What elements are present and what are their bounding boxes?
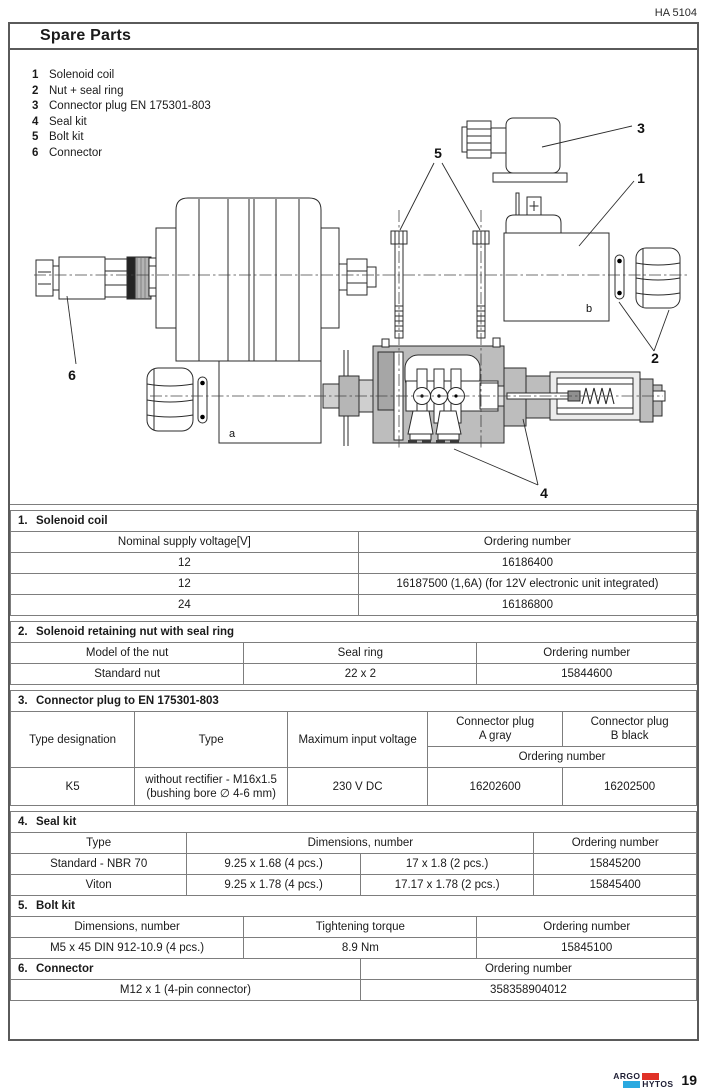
cell: 16186800 [358, 595, 696, 616]
legend-label: Connector [49, 146, 103, 159]
bolt-drawing [391, 231, 489, 338]
solenoid-body-drawing [149, 198, 376, 361]
cell: 15845200 [534, 854, 697, 875]
section-label-a: a [229, 428, 236, 440]
page-footer [613, 1072, 697, 1088]
table-connector-plug [10, 690, 697, 806]
table-row [11, 622, 697, 643]
legend-number: 5 [32, 131, 39, 143]
callout-2: 2 [651, 350, 659, 366]
legend-label: Solenoid coil [49, 69, 115, 81]
table-row [11, 917, 697, 938]
header-cell: Connector plug B black [563, 712, 697, 747]
header-cell: Dimensions, number [11, 917, 244, 938]
cell: 15845400 [534, 875, 697, 896]
legend-number: 3 [32, 100, 39, 112]
table-row [11, 574, 697, 595]
section-title: 1. Solenoid coil [11, 511, 697, 532]
legend-item [32, 68, 211, 84]
table-bolt-kit [10, 895, 697, 959]
cell: 230 V DC [288, 768, 428, 806]
page-frame [8, 22, 699, 1041]
cell: 16187500 (1,6A) (for 12V electronic unit integrated) [358, 574, 696, 595]
header-cell: Dimensions, number [187, 833, 534, 854]
cell: 16186400 [358, 553, 696, 574]
cell: 9.25 x 1.68 (4 pcs.) [187, 854, 361, 875]
logo-argo-text: ARGO [613, 1071, 641, 1081]
parts-legend [32, 68, 211, 161]
page-title: Spare Parts [10, 24, 697, 50]
legend-number: 4 [32, 115, 39, 128]
cell: Viton [11, 875, 187, 896]
legend-item [32, 130, 211, 146]
legend-number: 1 [32, 69, 39, 81]
header-cell: Seal ring [244, 643, 477, 664]
legend-item [32, 115, 211, 131]
header-cell: Ordering number [358, 532, 696, 553]
table-row [11, 875, 697, 896]
header-cell: Model of the nut [11, 643, 244, 664]
header-cell: Nominal supply voltage[V] [11, 532, 359, 553]
cell: without rectifier - M16x1.5 (bushing bore ∅ 4-6 mm) [135, 768, 288, 806]
cell: K5 [11, 768, 135, 806]
section-title: 2. Solenoid retaining nut with seal ring [11, 622, 697, 643]
table-row [11, 532, 697, 553]
header-cell: Ordering number [360, 959, 696, 980]
connector-plug-drawing [462, 118, 567, 182]
section-label-b: b [586, 303, 593, 315]
cell: 17 x 1.8 (2 pcs.) [360, 854, 534, 875]
section-title: 4. Seal kit [11, 812, 697, 833]
legend-number: 6 [32, 146, 39, 159]
header-cell: Maximum input voltage [288, 712, 428, 768]
table-row [11, 938, 697, 959]
argo-hytos-logo [613, 1072, 673, 1088]
header-cell: Type designation [11, 712, 135, 768]
table-retaining-nut [10, 621, 697, 685]
cartridge-drawing [504, 368, 665, 426]
callout-1: 1 [637, 170, 645, 186]
cell: 358358904012 [360, 980, 696, 1001]
header-cell: Ordering number [428, 747, 697, 768]
document-code: HA 5104 [654, 7, 697, 19]
header-cell: Type [135, 712, 288, 768]
cell: 8.9 Nm [244, 938, 477, 959]
section-title: 6. Connector [11, 959, 361, 980]
section-title: 3. Connector plug to EN 175301-803 [11, 691, 697, 712]
table-seal-kit [10, 811, 697, 896]
legend-label: Bolt kit [49, 131, 84, 143]
table-row [11, 643, 697, 664]
callout-3: 3 [637, 120, 645, 136]
cell: 12 [11, 574, 359, 595]
valve-block-drawing [323, 338, 507, 446]
table-row [11, 896, 697, 917]
table-row [11, 712, 697, 747]
table-solenoid-coil [10, 510, 697, 616]
table-row [11, 854, 697, 875]
cell: 16202600 [428, 768, 563, 806]
callout-4: 4 [540, 485, 548, 501]
page-number: 19 [681, 1072, 697, 1088]
figure-region [10, 50, 697, 505]
legend-label: Nut + seal ring [49, 84, 124, 97]
cell: 15845100 [477, 938, 697, 959]
cell: M12 x 1 (4-pin connector) [11, 980, 361, 1001]
callout-5: 5 [434, 145, 442, 161]
cell: 9.25 x 1.78 (4 pcs.) [187, 875, 361, 896]
table-connector [10, 958, 697, 1001]
table-row [11, 959, 697, 980]
logo-cyan-block-icon [623, 1081, 640, 1088]
seal-ring-nut-drawing [615, 248, 680, 308]
cell: M5 x 45 DIN 912-10.9 (4 pcs.) [11, 938, 244, 959]
cell: 16202500 [563, 768, 697, 806]
spec-tables [10, 510, 697, 1039]
header-cell: Ordering number [477, 643, 697, 664]
connector-drawing [36, 257, 151, 299]
header-cell: Ordering number [477, 917, 697, 938]
cell: 22 x 2 [244, 664, 477, 685]
header-cell: Connector plug A gray [428, 712, 563, 747]
header-cell: Ordering number [534, 833, 697, 854]
legend-item [32, 99, 211, 115]
coil-drawing [504, 193, 609, 321]
legend-label: Connector plug EN 175301-803 [49, 100, 211, 112]
cell: 12 [11, 553, 359, 574]
table-row [11, 511, 697, 532]
table-row [11, 980, 697, 1001]
legend-item [32, 84, 211, 100]
table-row [11, 553, 697, 574]
header-cell: Tightening torque [244, 917, 477, 938]
cell: Standard nut [11, 664, 244, 685]
section-title: 5. Bolt kit [11, 896, 697, 917]
cell: 24 [11, 595, 359, 616]
logo-row [623, 1080, 673, 1088]
table-row [11, 664, 697, 685]
cell: Standard - NBR 70 [11, 854, 187, 875]
bottom-spacer [10, 1001, 697, 1039]
table-row [11, 595, 697, 616]
table-row [11, 691, 697, 712]
legend-item [32, 146, 211, 162]
legend-label: Seal kit [49, 115, 87, 128]
table-row [11, 833, 697, 854]
cell: 15844600 [477, 664, 697, 685]
cell: 17.17 x 1.78 (2 pcs.) [360, 875, 534, 896]
header-cell: Type [11, 833, 187, 854]
table-row [11, 812, 697, 833]
legend-number: 2 [32, 84, 39, 97]
table-row [11, 768, 697, 806]
logo-hytos-text: HYTOS [642, 1079, 674, 1089]
callout-6: 6 [68, 367, 76, 383]
